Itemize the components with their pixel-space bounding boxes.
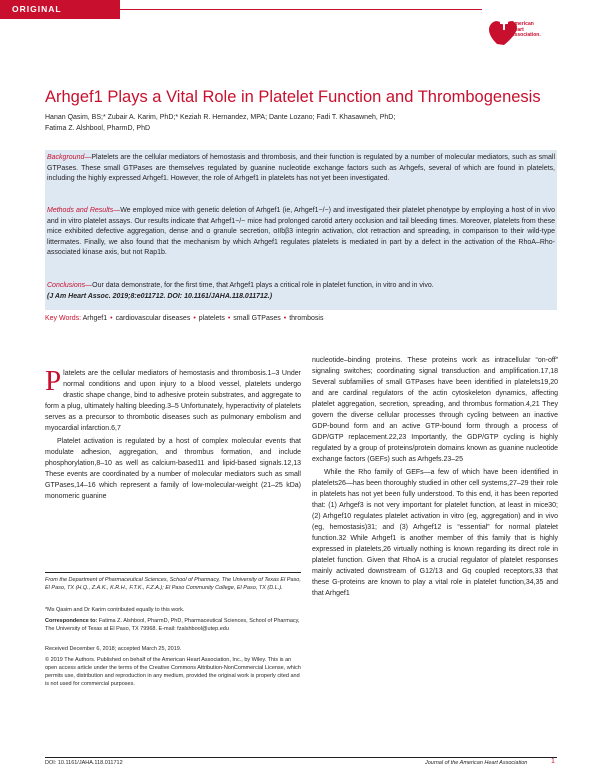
section-banner: ORIGINAL RESEARCH xyxy=(0,0,120,19)
footnote-rule xyxy=(45,572,301,573)
affiliations: From the Department of Pharmaceutical Sciences, School of Pharmacy, The University of Texas El Paso, El Paso, TX (H.Q., Z.A.K., K.R.H., F.T.K., F.Z.A.); El Paso Community College, El Paso, TX (D.L.). xyxy=(45,577,301,591)
keywords-label: Key Words: xyxy=(45,315,82,322)
methods-text: We employed mice with genetic deletion of Arhgef1 (ie, Arhgef1−/−) and investigated their platelet phenotype by employing a host of in vivo and in vitro platelet assays. Our results indicate that Arhgef1−/− mice had prolonged carotid artery occlusion and tail bleeding times. Moreover, platelets from these mice exhibited defective aggregation, dense and α granule secretion, αIIbβ3 integrin activation, clot retraction and spreading, in comparison to their wild-type littermates. Finally, we also found that the mechanism by which Arhgef1 regulates platelets is mediated in part by a defect in the activation of the RhoA–Rho-associated kinase axis, but not Rap1b. xyxy=(47,207,555,256)
article-title: Arhgef1 Plays a Vital Role in Platelet Function and Thrombogenesis xyxy=(45,88,541,106)
intro-paragraph-3: nucleotide–binding proteins. These proteins work as intracellular “on-off” signaling switches; coordinating signal transduction and amplification.17,18 Several subfamilies of small GTPases have been identified in platelets19,20 and are cardinal regulators of the actin cytoskeleton dynamics, affecting platelet aggregation, secretion, spreading, and thrombus formation.4,21 They govern the diverse cellular processes through cycling between an inactive GDP-bound form and an active GTP-bound form through a process of GDP/GTP replacement.22,23 Importantly, the GDP/GTP cycling is highly regulated by a group of proteins/protein domains known as guanine nucleotide exchange factors (GEFs) such as Arhgefs.23–25 xyxy=(312,357,558,463)
footer-journal: Journal of the American Heart Association xyxy=(425,760,528,766)
conclusions-text: Our data demonstrate, for the first time, that Arhgef1 plays a critical role in platelet function, in vitro and in vivo. xyxy=(92,282,434,289)
drop-cap: P xyxy=(45,365,62,397)
author-list: Hanan Qasim, BS;* Zubair A. Karim, PhD;* Keziah R. Hernandez, MPA; Dante Lozano; Fadi T. Khasawneh, PhD; Fatima Z. Alshbool, PharmD, PhD xyxy=(45,114,396,132)
license-note: © 2019 The Authors. Published on behalf of the American Heart Association, Inc., by Wiley. This is an open access article under the terms of the Creative Commons Attribution-NonCommercial License, which permits use, distribution and reproduction in any medium, provided the original work is properly cited and is not used for commercial purposes. xyxy=(45,657,301,687)
keyword[interactable]: cardiovascular diseases xyxy=(115,315,191,322)
citation: (J Am Heart Assoc. 2019;8:e011712. DOI: 10.1161/JAHA.118.011712.) xyxy=(47,292,273,300)
keywords: Key Words: Arhgef1 • cardiovascular diseases • platelets • small GTPases • thrombosis xyxy=(45,315,324,322)
banner-rule xyxy=(120,9,482,10)
aha-logo-text: American Heart Association. xyxy=(511,21,541,38)
keyword[interactable]: Arhgef1 xyxy=(82,315,108,322)
correspondence: Correspondence to: Fatima Z. Alshbool, PharmD, PhD, Pharmaceutical Sciences, School of Pharmacy, The University of Texas at El Paso, TX 79968. E-mail: fzalshbool@utep.edu xyxy=(45,618,300,632)
abstract-background xyxy=(47,153,555,185)
footer-rule xyxy=(45,757,557,758)
received-dates: Received December 6, 2018; accepted March 25, 2019. xyxy=(45,646,182,652)
background-text: Platelets are the cellular mediators of hemostasis and thrombosis, and their function is regulated by a number of molecular mediators, such as small GTPases. These small GTPases are themselves regulated by guanine nucleotide exchange factors such as Arhgefs, several of which are found in platelets, including the highly expressed Arhgef1. However, the role of Arhgef1 in platelets has not yet been investigated. xyxy=(47,154,555,182)
intro-paragraph-4: While the Rho family of GEFs—a few of which have been identified in platelets26—has been thoroughly studied in other cell systems,27–29 their role in platelets has not yet been fully understood. To this end, it has been reported that: (1) Arhgef3 is not very important for platelet function, at least in mice30; (2) Arhgef10 regulates platelet activation in vitro (eg, aggregation) and in vivo (eg, hemostasis)31; and (3) Arhgef12 is “essential” for normal platelet function.32 While Arhgef1 is another member of this family that is highly expressed in platelets,26 virtually nothing is known regarding its direct role in platelet function. Given that RhoA is a crucial regulator of platelet responses mainly activated downstream of G12/13 and Gq coupled receptors,33 that these G-proteins are known to play a vital role in platelet function,34,35 and that Arhgef1 xyxy=(312,469,558,597)
conclusions-heading: Conclusions— xyxy=(47,282,93,289)
body-column-right xyxy=(312,355,558,599)
keyword[interactable]: thrombosis xyxy=(289,315,324,322)
body-column-left xyxy=(45,365,301,502)
footer-doi[interactable]: DOI: 10.1161/JAHA.118.011712 xyxy=(45,760,123,766)
background-heading: Background— xyxy=(47,154,92,161)
keyword[interactable]: small GTPases xyxy=(233,315,281,322)
page-number: 1 xyxy=(551,758,555,765)
methods-heading: Methods and Results— xyxy=(47,207,121,214)
intro-paragraph-2: Platelet activation is regulated by a host of complex molecular events that modulate adhesion, aggregation, and thrombus formation, and include phosphorylation,8–10 as well as calcium-based11 and lipid-based signals.12,13 These events are coordinated by a number of molecular mediators such as small GTPases,14–16 which represent a family of low-molecular-weight (21–25 kDa) monomeric guanine xyxy=(45,438,301,500)
keyword[interactable]: platelets xyxy=(198,315,225,322)
abstract-conclusions xyxy=(47,281,555,302)
intro-paragraph-1: Platelets are the cellular mediators of hemostasis and thrombosis.1–3 Under normal conditions and upon injury to a blood vessel, platelets undergo drastic shape change, bind to adhesive protein substrates, and aggregate to form a plug, ultimately halting bleeding.3–5 Unfortunately, hyperactivity of platelets serves as a precursor to thrombotic diseases such as pulmonary embolism and myocardial infarction.6,7 xyxy=(45,365,301,432)
abstract-methods xyxy=(47,206,555,259)
equal-contribution-note: *Ms Qasim and Dr Karim contributed equally to this work. xyxy=(45,607,185,613)
